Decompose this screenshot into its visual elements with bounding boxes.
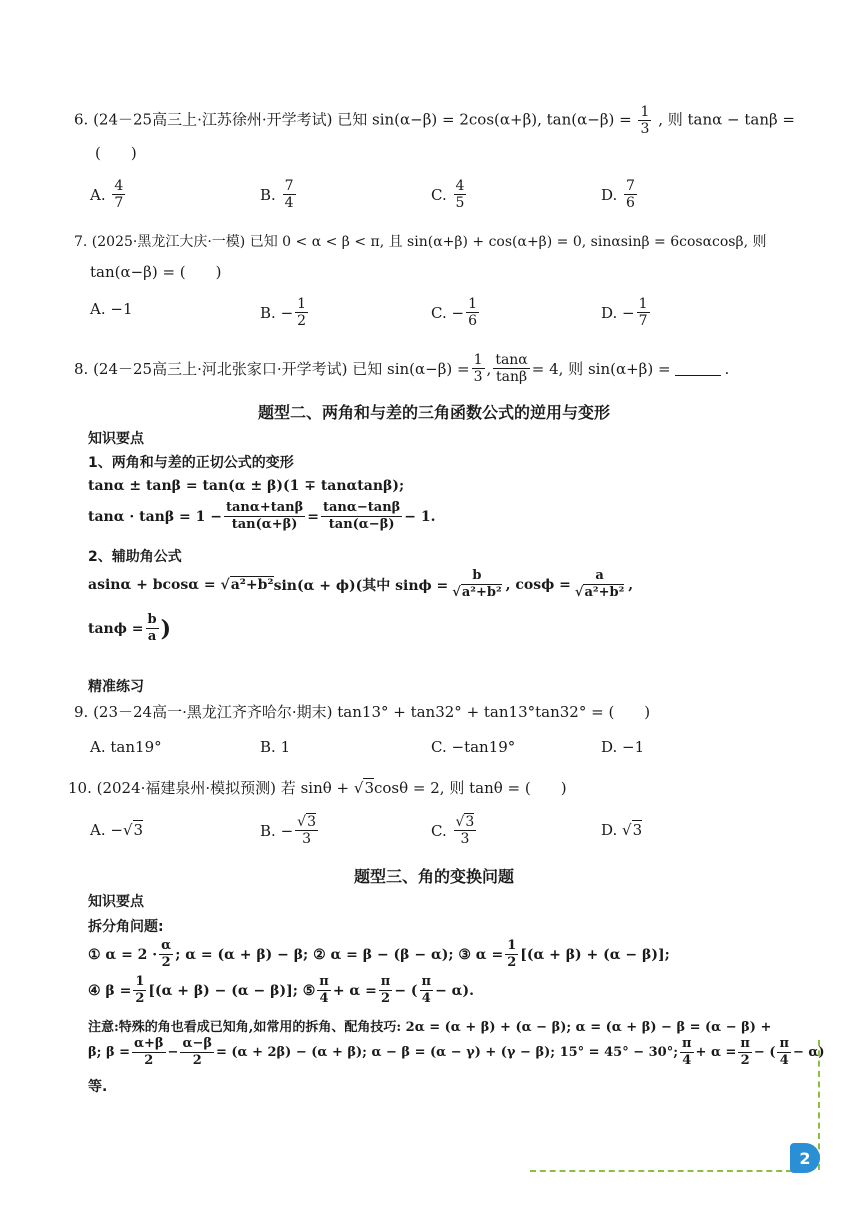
q9-option-a[interactable]: A. tan19° (90, 738, 162, 756)
question-10: 10. (2024·福建泉州·模拟预测) 若 sinθ + √3cosθ = 2, 则 tanθ = ( ) (68, 779, 567, 797)
q10-option-a[interactable]: A. − √ 3 (90, 820, 144, 839)
q7-option-d[interactable]: D. − $\frac{1}{7}$ (601, 296, 648, 329)
practice-label: 精准练习 (88, 679, 144, 695)
q6-option-a[interactable]: A. $\frac{4}{7}$ (90, 178, 124, 211)
angle-split-line-2: ④ β = $\frac{1}{2}$ [(α + β) − (α − β)]; ⑤ $\frac{\pi}{4}$ + α = $\frac{\pi}{2}$ − ( $\frac{\pi}{4}$ − α). (88, 974, 474, 1006)
question-8: 8. (24－25高三上·河北张家口·开学考试) 已知 sin(α−β) = $\frac{1}{3}$ , $\frac{\tan\alpha}{\tan\beta}$ = 4, 则 sin(α+β) = . (74, 352, 730, 385)
q6-option-c[interactable]: C. $\frac{4}{5}$ (431, 178, 465, 211)
q6-option-b[interactable]: B. $\frac{7}{4}$ (260, 178, 294, 211)
section-3-title: 题型三、角的变换问题 (353, 867, 514, 886)
formula-tan-product: tanα · tanβ = 1 − $\frac{\tan\alpha+\tan\beta}{\tan(\alpha+\beta)}$ = $\frac{\tan\alpha-\tan\beta}{\tan(\alpha-\beta)}$ − 1. (88, 500, 436, 532)
q6-fraction: $\frac{1}{3}$ (640, 104, 650, 137)
q8-answer-blank[interactable] (675, 361, 721, 376)
formula-tan-phi: tanϕ = $\frac{b}{a}$ ) (88, 612, 172, 644)
section-2-title: 题型二、两角和与差的三角函数公式的逆用与变形 (257, 403, 610, 422)
q10-option-b[interactable]: B. − $\frac{√3}{3}$ (260, 814, 316, 847)
q6-text-a: 6. (24－25高三上·江苏徐州·开学考试) 已知 sin(α−β) = 2cos(α+β), tan(α−β) = (74, 110, 632, 129)
angle-split-line-1: ① α = 2 · $\frac{\alpha}{2}$ ; α = (α + β) − β; ② α = β − (β − α); ③ α = $\frac{1}{2}$ [(α + β) + (α − β)]; (88, 938, 670, 970)
page-corner-dashed-line-horizontal (530, 1170, 792, 1172)
q8-fraction-2: $\frac{\tan\alpha}{\tan\beta}$ (495, 352, 528, 385)
note-line-3: 等. (88, 1079, 108, 1095)
question-6-line1 (74, 104, 795, 137)
section-2-knowledge: 知识要点 (88, 431, 144, 447)
section-2-heading-1: 1、两角和与差的正切公式的变形 (88, 455, 294, 471)
q7-option-c[interactable]: C. − $\frac{1}{6}$ (431, 296, 477, 329)
q6-option-d[interactable]: D. $\frac{7}{6}$ (601, 178, 635, 211)
note-line-1: 注意:特殊的角也看成已知角,如常用的拆角、配角技巧: 2α = (α + β) + (α − β); α = (α + β) − β = (α − β) + (88, 1020, 772, 1035)
q8-fraction-1: $\frac{1}{3}$ (473, 352, 483, 385)
question-6-line2: ( ) (95, 144, 137, 162)
question-7-line1: 7. (2025·黑龙江大庆·一模) 已知 0 < α < β < π, 且 sin(α+β) + cos(α+β) = 0, sinαsinβ = 6cosαcosβ, 则 (74, 234, 767, 250)
q9-option-d[interactable]: D. −1 (601, 738, 645, 756)
question-7-line2: tan(α−β) = ( ) (90, 263, 222, 281)
q9-option-c[interactable]: C. −tan19° (431, 738, 516, 756)
section-3-heading: 拆分角问题: (88, 919, 164, 935)
section-2-heading-2: 2、辅助角公式 (88, 549, 182, 565)
formula-tan-sum: tanα ± tanβ = tan(α ± β)(1 ∓ tanαtanβ); (88, 478, 405, 494)
question-9: 9. (23－24高一·黑龙江齐齐哈尔·期末) tan13° + tan32° + tan13°tan32° = ( ) (74, 703, 651, 721)
note-line-2: β; β = $\frac{\alpha+\beta}{2}$ − $\frac{\alpha-\beta}{2}$ = (α + 2β) − (α + β); α − β = (α − γ) + (γ − β); 15° = 45° − 30°; $\frac{\pi}{4}$ + α = $\frac{\pi}{2}$ − ( $\frac{\pi}{4}$ − α) (88, 1036, 825, 1068)
section-3-knowledge: 知识要点 (88, 894, 144, 910)
q6-text-b: , 则 tanα − tanβ = (658, 110, 795, 129)
formula-auxiliary-angle: asinα + bcosα = √ a²+b² sin(α + ϕ)(其中 sinϕ = $\frac{b}{\text{√a²+b²}}$ , cosϕ = $\frac{a}{\text{√a²+b²}}$ , (88, 568, 634, 600)
q7-option-a[interactable]: A. −1 (90, 300, 133, 318)
q7-option-b[interactable]: B. − $\frac{1}{2}$ (260, 296, 307, 329)
page-number-badge: 2 (790, 1143, 820, 1173)
q9-option-b[interactable]: B. 1 (260, 738, 291, 756)
q10-option-d[interactable]: D. √ 3 (601, 820, 643, 839)
q10-option-c[interactable]: C. $\frac{√3}{3}$ (431, 814, 475, 847)
